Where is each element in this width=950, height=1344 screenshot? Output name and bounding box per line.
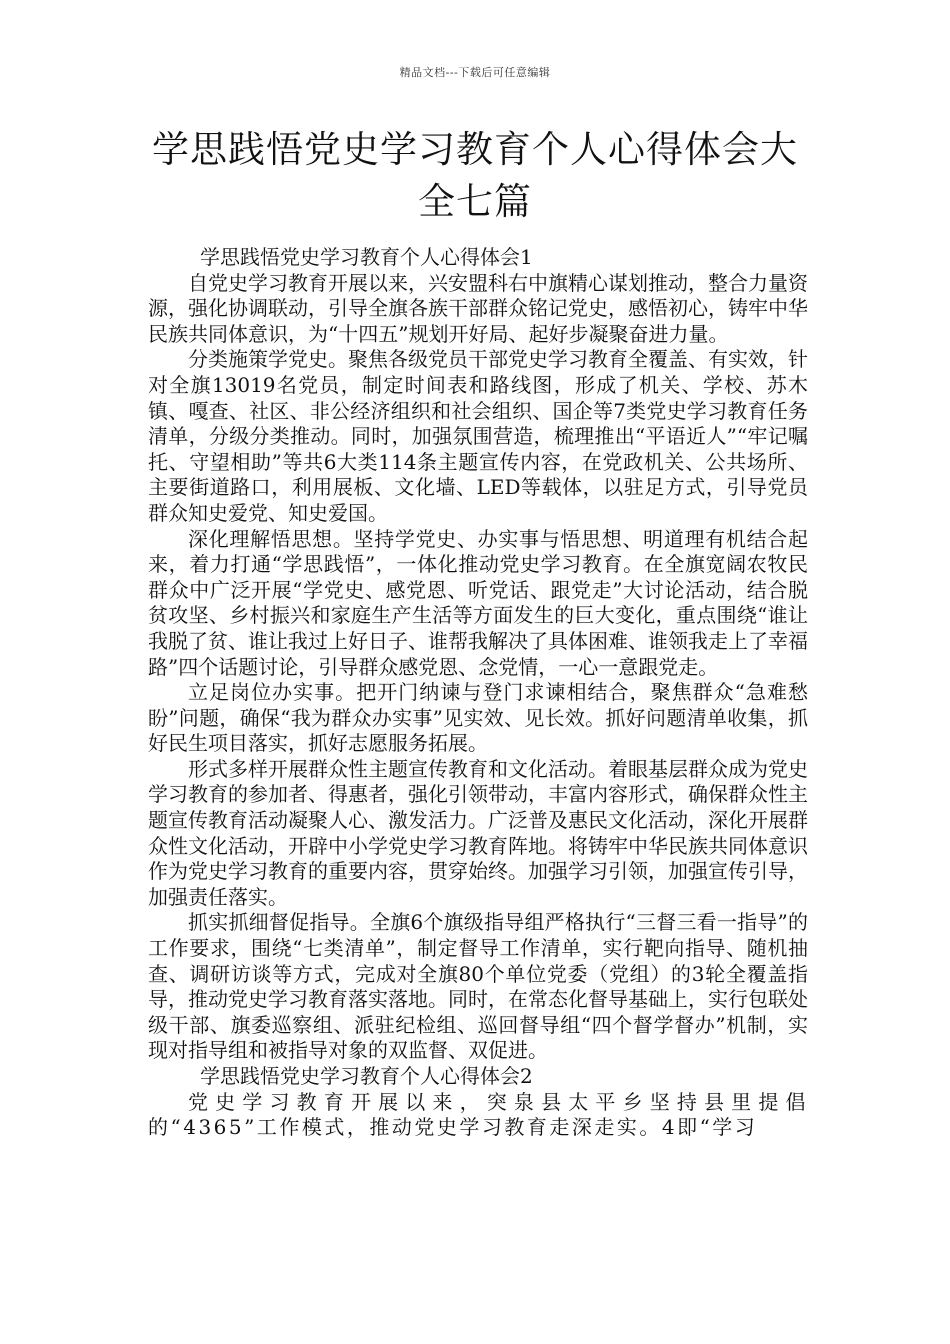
section-heading: 学思践悟党史学习教育个人心得体会2 [200,1064,533,1088]
section-heading: 学思践悟党史学习教育个人心得体会1 [200,245,533,269]
paragraph: 深化理解悟思想。坚持学党史、办实事与悟思想、明道理有机结合起来，着力打通“学思践悟”，一体化推动党史学习教育。在全旗宽阔农牧民群众中广泛开展“学党史、感党恩、听党话、跟党走”大讨论活动，结合脱贫攻坚、乡村振兴和家庭生产生活等方面发生的巨大变化，重点围绕“谁让我脱了贫、谁让我过上好日子、谁帮我解决了具体困难、谁领我走上了幸福路”四个话题讨论，引导群众感党恩、念党情，一心一意跟党走。 [148,526,808,679]
paragraph: 自党史学习教育开展以来，兴安盟科右中旗精心谋划推动，整合力量资源，强化协调联动，引导全旗各族干部群众铭记党史，感悟初心，铸牢中华民族共同体意识，为“十四五”规划开好局、起好步凝聚奋进力量。 [148,270,808,346]
paragraph: 形式多样开展群众性主题宣传教育和文化活动。着眼基层群众成为党史学习教育的参加者、得惠者，强化引领带动，丰富内容形式，确保群众性主题宣传教育活动凝聚人心、激发活力。广泛普及惠民文化活动，深化开展群众性文化活动，开辟中小学党史学习教育阵地。将铸牢中华民族共同体意识作为党史学习教育的重要内容，贯穿始终。加强学习引领，加强宣传引导，加强责任落实。 [148,756,808,909]
header-note: 精品文档---下载后可任意编辑 [399,66,551,79]
paragraph: 党史学习教育开展以来，突泉县太平乡坚持县里提倡的“4365”工作模式，推动党史学习教育走深走实。4即“学习 [148,1089,808,1140]
paragraph: 立足岗位办实事。把开门纳谏与登门求谏相结合，聚焦群众“急难愁盼”问题，确保“我为群众办实事”见实效、见长效。抓好问题清单收集，抓好民生项目落实，抓好志愿服务拓展。 [148,680,808,756]
document-title: 学思践悟党史学习教育个人心得体会大全七篇 [152,128,798,223]
document-body [148,245,808,1141]
paragraph: 抓实抓细督促指导。全旗6个旗级指导组严格执行“三督三看一指导”的工作要求，围绕“七类清单”，制定督导工作清单，实行靶向指导、随机抽查、调研访谈等方式，完成对全旗80个单位党委（党组）的3轮全覆盖指导，推动党史学习教育落实落地。同时，在常态化督导基础上，实行包联处级干部、旗委巡察组、派驻纪检组、巡回督导组“四个督学督办”机制，实现对指导组和被指导对象的双监督、双促进。 [148,910,808,1063]
paragraph: 分类施策学党史。聚焦各级党员干部党史学习教育全覆盖、有实效，针对全旗13019名党员，制定时间表和路线图，形成了机关、学校、苏木镇、嘎查、社区、非公经济组织和社会组织、国企等7类党史学习教育任务清单，分级分类推动。同时，加强氛围营造，梳理推出“平语近人”“牢记嘱托、守望相助”等共6大类114条主题宣传内容，在党政机关、公共场所、主要街道路口，利用展板、文化墙、LED等载体，以驻足方式，引导党员群众知史爱党、知史爱国。 [148,347,808,525]
